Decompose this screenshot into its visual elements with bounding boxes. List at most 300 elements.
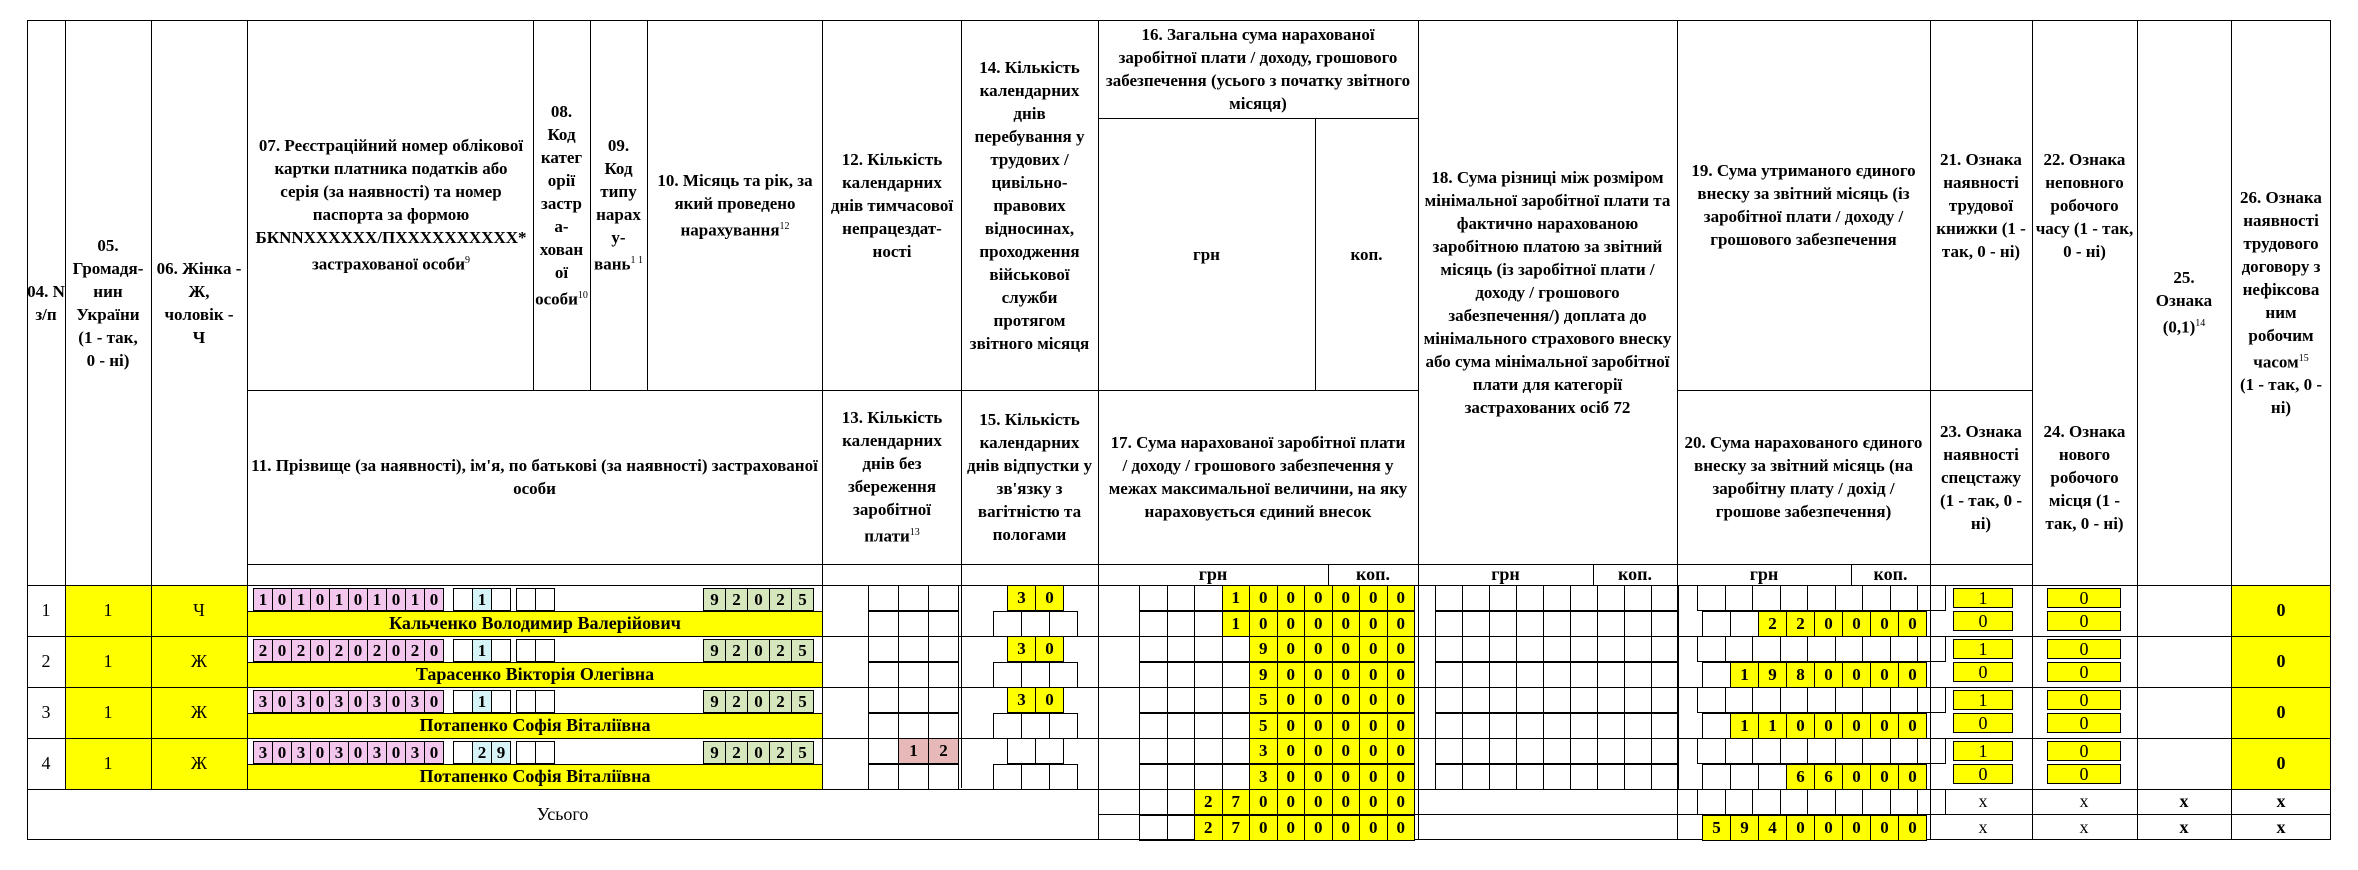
min-wage-diff-cell[interactable] [1651,662,1679,688]
total-accrued-cell[interactable]: 5 [1249,687,1278,713]
total-accrued-cell[interactable] [1194,636,1223,662]
min-wage-diff-cell[interactable] [1597,662,1625,688]
unpaid-days-cell[interactable] [898,662,929,688]
accrued-within-max-cell[interactable]: 0 [1387,713,1416,739]
unpaid-days-cell[interactable] [898,611,929,637]
min-wage-diff-cell[interactable] [1516,687,1544,713]
total-accrued-cell[interactable] [1194,585,1223,611]
id-cell[interactable]: 1 [253,588,273,611]
id-cell[interactable]: 0 [272,741,292,764]
category-cell[interactable] [453,588,473,611]
accrued-within-max-cell[interactable] [1222,764,1251,790]
flag-new-workplace[interactable]: 0 [2079,712,2089,733]
withheld-contribution-cell[interactable] [1780,636,1809,662]
accrued-within-max-cell[interactable]: 0 [1249,611,1278,637]
period-cell[interactable]: 2 [769,639,792,662]
id-cell[interactable]: 0 [272,588,292,611]
min-wage-diff-cell[interactable] [1651,636,1679,662]
accrued-contribution-cell[interactable]: 2 [1758,611,1787,637]
flag-labor-book[interactable]: 1 [1978,689,1988,710]
accrued-within-max-cell[interactable]: 0 [1387,611,1416,637]
min-wage-diff-cell[interactable] [1489,738,1517,764]
flag-special-service[interactable]: 0 [1978,610,1988,631]
total-accrued-cell[interactable] [1222,738,1251,764]
accrued-contribution-cell[interactable]: 6 [1786,764,1815,790]
accrual-type-cell[interactable] [516,690,536,713]
insured-name[interactable]: Тарасенко Вікторія Олегівна [415,664,655,684]
accrued-contribution-cell[interactable] [1702,662,1731,688]
withheld-contribution-cell[interactable] [1780,585,1809,611]
min-wage-diff-cell[interactable] [1651,611,1679,637]
min-wage-diff-cell[interactable] [1597,713,1625,739]
min-wage-diff-cell[interactable] [1543,611,1571,637]
withheld-contribution-cell[interactable] [1725,585,1754,611]
min-wage-diff-cell[interactable] [1462,611,1490,637]
accrued-within-max-cell[interactable] [1167,611,1196,637]
accrued-contribution-cell[interactable]: 0 [1898,611,1927,637]
accrued-within-max-cell[interactable]: 0 [1277,713,1306,739]
total-within-max-sum-cell[interactable]: 0 [1332,815,1361,841]
accrued-within-max-cell[interactable]: 0 [1332,611,1361,637]
accrued-within-max-cell[interactable]: 0 [1304,713,1333,739]
id-cell[interactable]: 3 [367,741,387,764]
flag-part-time[interactable]: 0 [2079,740,2089,761]
total-accrued-cell[interactable]: 0 [1387,738,1416,764]
accrued-within-max-cell[interactable]: 0 [1332,713,1361,739]
accrued-within-max-cell[interactable]: 0 [1304,764,1333,790]
total-accrued-sum-cell[interactable]: 2 [1194,789,1223,815]
withheld-contribution-cell[interactable] [1807,687,1836,713]
maternity-days-cell[interactable] [993,611,1022,637]
maternity-days-cell[interactable] [1021,662,1050,688]
unpaid-days-cell[interactable] [868,764,899,790]
withheld-contribution-cell[interactable] [1725,636,1754,662]
flag-flexible-hours[interactable]: 0 [2276,651,2286,671]
category-cell[interactable]: 2 [472,741,492,764]
id-cell[interactable]: 3 [253,741,273,764]
total-accrued-cell[interactable]: 0 [1277,636,1306,662]
withheld-contribution-cell[interactable] [1780,687,1809,713]
sick-days-cell[interactable] [898,636,929,662]
maternity-days-cell[interactable] [1049,611,1078,637]
total-accrued-cell[interactable] [1139,585,1168,611]
accrued-within-max-cell[interactable] [1194,611,1223,637]
accrued-within-max-cell[interactable] [1167,713,1196,739]
withheld-contribution-cell[interactable] [1807,636,1836,662]
flag-part-time[interactable]: 0 [2079,638,2089,659]
unpaid-days-cell[interactable] [868,611,899,637]
unpaid-days-cell[interactable] [928,611,959,637]
accrued-within-max-cell[interactable]: 0 [1359,764,1388,790]
min-wage-diff-cell[interactable] [1624,611,1652,637]
accrued-within-max-cell[interactable]: 1 [1222,611,1251,637]
withheld-contribution-cell[interactable] [1835,738,1864,764]
sick-days-cell[interactable]: 1 [898,738,929,764]
min-wage-diff-cell[interactable] [1543,713,1571,739]
period-cell[interactable]: 9 [703,690,726,713]
withheld-contribution-cell[interactable] [1697,687,1726,713]
employment-days-cell[interactable] [1007,738,1036,764]
accrued-contribution-cell[interactable]: 0 [1870,713,1899,739]
category-cell[interactable]: 9 [491,741,511,764]
accrued-contribution-cell[interactable]: 0 [1786,713,1815,739]
accrual-type-cell[interactable] [516,588,536,611]
maternity-days-cell[interactable] [1049,764,1078,790]
accrual-type-cell[interactable] [535,690,555,713]
unpaid-days-cell[interactable] [898,764,929,790]
min-wage-diff-cell[interactable] [1570,611,1598,637]
unpaid-days-cell[interactable] [898,713,929,739]
sex-flag[interactable]: Ч [193,600,205,620]
period-cell[interactable]: 2 [725,690,748,713]
min-wage-diff-cell[interactable] [1570,687,1598,713]
total-accrued-cell[interactable]: 0 [1304,687,1333,713]
sick-days-cell[interactable] [928,687,959,713]
total-accrued-cell[interactable] [1194,738,1223,764]
id-cell[interactable]: 0 [310,690,330,713]
min-wage-diff-cell[interactable] [1435,764,1463,790]
period-cell[interactable]: 2 [769,741,792,764]
id-cell[interactable]: 0 [424,588,444,611]
unpaid-days-cell[interactable] [928,764,959,790]
accrued-contribution-cell[interactable]: 0 [1898,764,1927,790]
min-wage-diff-cell[interactable] [1651,738,1679,764]
id-cell[interactable]: 0 [424,690,444,713]
flag-labor-book[interactable]: 1 [1978,740,1988,761]
id-cell[interactable]: 0 [310,588,330,611]
accrued-within-max-cell[interactable]: 0 [1387,662,1416,688]
accrued-contribution-cell[interactable]: 0 [1814,662,1843,688]
accrued-within-max-cell[interactable] [1194,662,1223,688]
total-withheld-sum-cell[interactable] [1890,789,1919,815]
total-within-max-sum-cell[interactable]: 0 [1249,815,1278,841]
accrued-contribution-cell[interactable]: 0 [1842,764,1871,790]
min-wage-diff-cell[interactable] [1597,636,1625,662]
total-accrued-sum-cell[interactable]: 0 [1332,789,1361,815]
total-accrued-sum-cell[interactable]: 0 [1249,789,1278,815]
total-within-max-sum-cell[interactable]: 0 [1277,815,1306,841]
period-cell[interactable]: 0 [747,639,770,662]
citizen-flag[interactable]: 1 [103,600,113,620]
id-cell[interactable]: 0 [310,741,330,764]
accrued-within-max-cell[interactable] [1139,764,1168,790]
id-cell[interactable]: 2 [367,639,387,662]
insured-name[interactable]: Потапенко Софія Віталіївна [419,715,651,735]
sex-flag[interactable]: Ж [190,651,208,671]
total-contribution-sum-cell[interactable]: 0 [1898,815,1927,841]
accrued-contribution-cell[interactable]: 2 [1786,611,1815,637]
flag-flexible-hours[interactable]: 0 [2276,702,2286,722]
unpaid-days-cell[interactable] [868,662,899,688]
min-wage-diff-cell[interactable] [1435,687,1463,713]
accrued-contribution-cell[interactable]: 0 [1842,713,1871,739]
min-wage-diff-cell[interactable] [1651,764,1679,790]
employment-days-cell[interactable]: 0 [1035,585,1064,611]
min-wage-diff-cell[interactable] [1435,738,1463,764]
total-accrued-sum-cell[interactable]: 0 [1387,789,1416,815]
accrued-within-max-cell[interactable] [1194,713,1223,739]
min-wage-diff-cell[interactable] [1597,611,1625,637]
insured-name[interactable]: Потапенко Софія Віталіївна [419,766,651,786]
min-wage-diff-cell[interactable] [1435,713,1463,739]
accrued-within-max-cell[interactable] [1139,713,1168,739]
total-accrued-cell[interactable] [1194,687,1223,713]
withheld-contribution-cell[interactable] [1752,636,1781,662]
id-cell[interactable]: 2 [253,639,273,662]
citizen-flag[interactable]: 1 [103,753,113,773]
total-accrued-sum-cell[interactable]: 7 [1222,789,1251,815]
category-cell[interactable] [453,741,473,764]
min-wage-diff-cell[interactable] [1516,738,1544,764]
id-cell[interactable]: 2 [329,639,349,662]
withheld-contribution-cell[interactable] [1862,687,1891,713]
maternity-days-cell[interactable] [993,713,1022,739]
maternity-days-cell[interactable] [993,662,1022,688]
accrual-type-cell[interactable] [535,639,555,662]
min-wage-diff-cell[interactable] [1462,713,1490,739]
maternity-days-cell[interactable] [1021,611,1050,637]
total-accrued-cell[interactable]: 0 [1332,585,1361,611]
id-cell[interactable]: 3 [405,690,425,713]
total-accrued-cell[interactable] [1167,687,1196,713]
min-wage-diff-cell[interactable] [1543,764,1571,790]
employment-days-cell[interactable] [1035,738,1064,764]
flag-new-workplace[interactable]: 0 [2079,763,2089,784]
total-accrued-cell[interactable]: 0 [1359,585,1388,611]
employment-days-cell[interactable]: 3 [1007,687,1036,713]
min-wage-diff-cell[interactable] [1543,738,1571,764]
flag-flexible-hours[interactable]: 0 [2276,600,2286,620]
accrued-contribution-cell[interactable] [1730,611,1759,637]
id-cell[interactable]: 1 [367,588,387,611]
citizen-flag[interactable]: 1 [103,651,113,671]
sick-days-cell[interactable] [868,585,899,611]
maternity-days-cell[interactable] [1049,662,1078,688]
period-cell[interactable]: 2 [725,588,748,611]
total-accrued-sum-cell[interactable]: 0 [1304,789,1333,815]
min-wage-diff-cell[interactable] [1489,585,1517,611]
total-accrued-cell[interactable]: 0 [1359,636,1388,662]
id-cell[interactable]: 3 [367,690,387,713]
withheld-contribution-cell[interactable] [1890,738,1919,764]
accrued-contribution-cell[interactable]: 8 [1786,662,1815,688]
accrued-within-max-cell[interactable] [1167,662,1196,688]
id-cell[interactable]: 0 [348,588,368,611]
accrued-contribution-cell[interactable]: 0 [1870,611,1899,637]
period-cell[interactable]: 0 [747,588,770,611]
maternity-days-cell[interactable] [1049,713,1078,739]
category-cell[interactable]: 1 [472,639,492,662]
total-withheld-sum-cell[interactable] [1752,789,1781,815]
min-wage-diff-cell[interactable] [1489,713,1517,739]
id-cell[interactable]: 0 [348,741,368,764]
total-accrued-cell[interactable]: 0 [1277,687,1306,713]
withheld-contribution-cell[interactable] [1725,687,1754,713]
total-contribution-sum-cell[interactable]: 0 [1786,815,1815,841]
total-contribution-sum-cell[interactable]: 0 [1814,815,1843,841]
withheld-contribution-cell[interactable] [1835,687,1864,713]
accrual-type-cell[interactable] [535,588,555,611]
accrued-contribution-cell[interactable]: 1 [1730,713,1759,739]
accrued-contribution-cell[interactable]: 0 [1814,611,1843,637]
id-cell[interactable]: 1 [291,588,311,611]
min-wage-diff-cell[interactable] [1624,764,1652,790]
min-wage-diff-cell[interactable] [1516,713,1544,739]
id-cell[interactable]: 3 [329,690,349,713]
withheld-contribution-cell[interactable] [1862,585,1891,611]
min-wage-diff-cell[interactable] [1651,713,1679,739]
accrued-within-max-cell[interactable] [1194,764,1223,790]
accrued-contribution-cell[interactable]: 1 [1758,713,1787,739]
employment-days-cell[interactable]: 3 [1007,585,1036,611]
id-cell[interactable]: 0 [272,639,292,662]
accrued-contribution-cell[interactable]: 0 [1870,764,1899,790]
withheld-contribution-cell[interactable] [1890,636,1919,662]
accrued-contribution-cell[interactable] [1758,764,1787,790]
total-accrued-cell[interactable]: 0 [1332,738,1361,764]
total-withheld-sum-cell[interactable] [1697,789,1726,815]
id-cell[interactable]: 0 [386,741,406,764]
min-wage-diff-cell[interactable] [1462,585,1490,611]
total-accrued-cell[interactable]: 3 [1249,738,1278,764]
sick-days-cell[interactable] [898,585,929,611]
id-cell[interactable]: 3 [291,741,311,764]
total-within-max-sum-cell[interactable] [1167,815,1196,841]
withheld-contribution-cell[interactable] [1835,636,1864,662]
total-withheld-sum-cell[interactable] [1917,789,1946,815]
id-cell[interactable]: 0 [272,690,292,713]
total-withheld-sum-cell[interactable] [1807,789,1836,815]
accrued-within-max-cell[interactable] [1222,713,1251,739]
min-wage-diff-cell[interactable] [1651,585,1679,611]
total-withheld-sum-cell[interactable] [1725,789,1754,815]
total-accrued-sum-cell[interactable] [1139,789,1168,815]
total-accrued-cell[interactable]: 9 [1249,636,1278,662]
accrued-within-max-cell[interactable]: 0 [1359,611,1388,637]
id-cell[interactable]: 2 [291,639,311,662]
period-cell[interactable]: 0 [747,741,770,764]
min-wage-diff-cell[interactable] [1651,687,1679,713]
withheld-contribution-cell[interactable] [1862,636,1891,662]
flag-flexible-hours[interactable]: 0 [2276,753,2286,773]
withheld-contribution-cell[interactable] [1917,687,1946,713]
min-wage-diff-cell[interactable] [1462,662,1490,688]
total-contribution-sum-cell[interactable]: 0 [1842,815,1871,841]
citizen-flag[interactable]: 1 [103,702,113,722]
total-contribution-sum-cell[interactable]: 9 [1730,815,1759,841]
min-wage-diff-cell[interactable] [1516,662,1544,688]
accrued-within-max-cell[interactable] [1139,611,1168,637]
total-accrued-cell[interactable]: 0 [1304,636,1333,662]
id-cell[interactable]: 3 [253,690,273,713]
total-accrued-cell[interactable]: 1 [1222,585,1251,611]
accrued-within-max-cell[interactable]: 0 [1332,662,1361,688]
total-accrued-cell[interactable]: 0 [1387,636,1416,662]
total-within-max-sum-cell[interactable]: 0 [1387,815,1416,841]
withheld-contribution-cell[interactable] [1917,738,1946,764]
min-wage-diff-cell[interactable] [1624,585,1652,611]
period-cell[interactable]: 9 [703,639,726,662]
period-cell[interactable]: 9 [703,741,726,764]
id-cell[interactable]: 0 [348,690,368,713]
total-accrued-cell[interactable]: 0 [1332,636,1361,662]
id-cell[interactable]: 3 [405,741,425,764]
withheld-contribution-cell[interactable] [1752,585,1781,611]
min-wage-diff-cell[interactable] [1489,687,1517,713]
id-cell[interactable]: 1 [329,588,349,611]
id-cell[interactable]: 0 [348,639,368,662]
total-accrued-cell[interactable] [1139,738,1168,764]
withheld-contribution-cell[interactable] [1807,585,1836,611]
total-within-max-sum-cell[interactable]: 7 [1222,815,1251,841]
min-wage-diff-cell[interactable] [1516,585,1544,611]
total-accrued-cell[interactable]: 0 [1249,585,1278,611]
accrued-contribution-cell[interactable] [1702,611,1731,637]
sick-days-cell[interactable] [928,585,959,611]
period-cell[interactable]: 5 [791,639,814,662]
total-accrued-cell[interactable] [1139,687,1168,713]
accrued-contribution-cell[interactable]: 1 [1730,662,1759,688]
id-cell[interactable]: 0 [386,690,406,713]
flag-special-service[interactable]: 0 [1978,763,1988,784]
id-cell[interactable]: 3 [329,741,349,764]
withheld-contribution-cell[interactable] [1725,738,1754,764]
total-within-max-sum-cell[interactable]: 0 [1304,815,1333,841]
withheld-contribution-cell[interactable] [1780,738,1809,764]
accrued-contribution-cell[interactable]: 0 [1842,662,1871,688]
min-wage-diff-cell[interactable] [1435,636,1463,662]
sex-flag[interactable]: Ж [190,702,208,722]
category-cell[interactable] [491,639,511,662]
period-cell[interactable]: 5 [791,741,814,764]
sick-days-cell[interactable] [868,738,899,764]
total-accrued-cell[interactable] [1222,636,1251,662]
min-wage-diff-cell[interactable] [1597,764,1625,790]
min-wage-diff-cell[interactable] [1543,585,1571,611]
sick-days-cell[interactable] [898,687,929,713]
accrued-within-max-cell[interactable]: 9 [1249,662,1278,688]
min-wage-diff-cell[interactable] [1624,687,1652,713]
sick-days-cell[interactable] [928,636,959,662]
category-cell[interactable] [453,690,473,713]
id-cell[interactable]: 0 [310,639,330,662]
withheld-contribution-cell[interactable] [1917,585,1946,611]
flag-special-service[interactable]: 0 [1978,661,1988,682]
employment-days-cell[interactable]: 0 [1035,687,1064,713]
min-wage-diff-cell[interactable] [1516,764,1544,790]
accrued-contribution-cell[interactable]: 6 [1814,764,1843,790]
id-cell[interactable]: 3 [291,690,311,713]
min-wage-diff-cell[interactable] [1570,764,1598,790]
flag-part-time[interactable]: 0 [2079,689,2089,710]
total-accrued-cell[interactable]: 0 [1304,585,1333,611]
id-cell[interactable]: 0 [386,639,406,662]
min-wage-diff-cell[interactable] [1435,662,1463,688]
total-accrued-cell[interactable]: 0 [1359,738,1388,764]
sick-days-cell[interactable] [868,687,899,713]
flag-new-workplace[interactable]: 0 [2079,661,2089,682]
min-wage-diff-cell[interactable] [1489,636,1517,662]
maternity-days-cell[interactable] [1021,713,1050,739]
total-withheld-sum-cell[interactable] [1835,789,1864,815]
min-wage-diff-cell[interactable] [1489,611,1517,637]
min-wage-diff-cell[interactable] [1624,738,1652,764]
period-cell[interactable]: 0 [747,690,770,713]
flag-special-service[interactable]: 0 [1978,712,1988,733]
total-contribution-sum-cell[interactable]: 5 [1702,815,1731,841]
unpaid-days-cell[interactable] [928,662,959,688]
total-contribution-sum-cell[interactable]: 0 [1870,815,1899,841]
